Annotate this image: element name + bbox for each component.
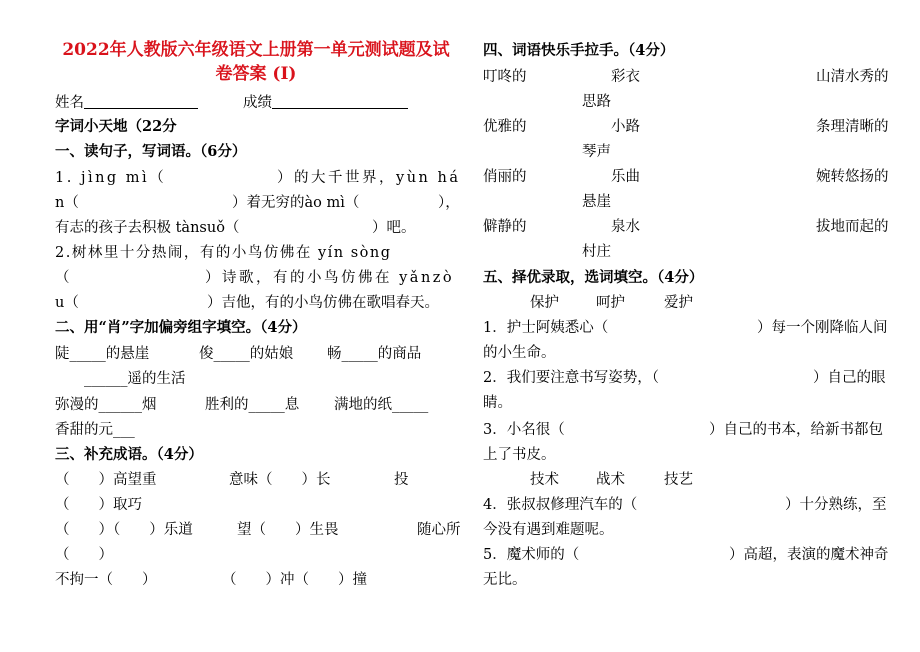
score-blank — [272, 93, 408, 109]
s4-row-2-d: 琴声 — [582, 144, 611, 160]
s5-q1-start: 1．护士阿姨悉心（ — [483, 320, 609, 336]
s5-word-option: 呵护 — [596, 295, 625, 311]
document-title-line-2: 卷答案 (I) — [215, 64, 297, 84]
section-4-heading: 四、词语快乐手拉手。（4分） — [483, 42, 675, 59]
s5-q2-end: 睛。 — [483, 395, 512, 411]
s1-line-1a: 1. jìng mì（ — [55, 170, 167, 186]
s1-line-6b: ）吉他，有的小鸟仿佛在歌唱春天。 — [207, 295, 439, 311]
s2-item-e: 弥漫的______烟 — [55, 397, 157, 413]
s1-line-3a: 有志的孩子去积极 tànsuǒ（ — [55, 220, 240, 236]
s1-line-3b: ）吧。 — [372, 220, 416, 236]
name-blank — [84, 93, 198, 109]
s5-q3-end: 上了书皮。 — [483, 447, 556, 463]
s1-line-2b: ）着无穷的ào mì（ — [232, 195, 360, 211]
s3-idiom-4: （ ）（ ）乐道 — [55, 522, 193, 538]
s3-idiom-5: 望（ ）生畏 — [237, 522, 339, 538]
s3-idiom-8: （ ）冲（ ）撞 — [222, 572, 367, 588]
s1-line-5b: ）诗歌，有的小鸟仿佛在 yǎnzò — [205, 270, 455, 286]
s5-q4-mid: ）十分熟练，至 — [785, 497, 887, 513]
s1-line-2a: n（ — [55, 195, 79, 211]
name-field — [55, 93, 198, 113]
s3-idiom-3-end: （ ）取巧 — [55, 497, 142, 513]
s5-q2-start: 2．我们要注意书写姿势，（ — [483, 370, 659, 386]
s3-idiom-6-end: （ ） — [55, 547, 113, 563]
s4-row-3-d: 悬崖 — [582, 194, 611, 210]
s5-q4-end: 今没有遇到难题呢。 — [483, 522, 614, 538]
s5-word-option: 爱护 — [664, 295, 693, 311]
s2-item-b: 俊_____的姑娘 — [199, 346, 294, 362]
s4-row-2-b: 小路 — [611, 119, 640, 135]
s5-word-option: 保护 — [530, 295, 559, 311]
s1-line-1b: ）的大千世界，yùn há — [277, 170, 461, 186]
s4-row-4-a: 僻静的 — [483, 219, 527, 235]
s5-q3-mid: ）自己的书本，给新书都包 — [709, 422, 883, 438]
s5-word-option: 技艺 — [664, 472, 693, 488]
s5-q3-start: 3．小名很（ — [483, 422, 565, 438]
s2-item-a: 陡_____的悬崖 — [55, 346, 150, 362]
s5-q5-start: 5．魔术师的（ — [483, 547, 580, 563]
section-2-heading: 二、用“肖”字加偏旁组字填空。（4分） — [55, 319, 307, 336]
score-label: 成绩 — [243, 95, 272, 111]
s4-row-1-b: 彩衣 — [611, 69, 640, 85]
s4-row-3-b: 乐曲 — [611, 169, 640, 185]
s5-word-option: 战术 — [596, 472, 625, 488]
s4-row-1-c: 山清水秀的 — [816, 69, 889, 85]
s3-idiom-3-start: 投 — [394, 472, 409, 488]
s2-item-c: 畅_____的商品 — [327, 346, 422, 362]
name-label: 姓名 — [55, 95, 84, 111]
s5-q1-end: 的小生命。 — [483, 345, 556, 361]
s4-row-4-c: 拔地而起的 — [816, 219, 889, 235]
s2-item-d: ______遥的生活 — [84, 371, 186, 387]
s2-item-g: 满地的纸_____ — [334, 397, 429, 413]
s1-line-2c: ）， — [438, 195, 460, 211]
score-field — [243, 93, 408, 113]
s5-word-option: 技术 — [530, 472, 559, 488]
s5-q4-start: 4．张叔叔修理汽车的（ — [483, 497, 638, 513]
section-3-heading: 三、补充成语。（4分） — [55, 446, 203, 463]
s4-row-2-c: 条理清晰的 — [816, 119, 889, 135]
s3-idiom-2: 意味（ ）长 — [229, 472, 331, 488]
s4-row-2-a: 优雅的 — [483, 119, 527, 135]
s4-row-1-d: 思路 — [582, 94, 611, 110]
s4-row-1-a: 叮咚的 — [483, 69, 527, 85]
s1-line-6a: u（ — [55, 295, 79, 311]
document-title-line-1: 2022年人教版六年级语文上册第一单元测试题及试 — [62, 40, 450, 60]
section-1-heading: 一、读句子，写词语。（6分） — [55, 143, 247, 160]
s1-line-5a: （ — [55, 270, 70, 286]
s4-row-4-d: 村庄 — [582, 244, 611, 260]
s2-item-h: 香甜的元___ — [55, 422, 135, 438]
s4-row-4-b: 泉水 — [611, 219, 640, 235]
section-5-heading: 五、择优录取，选词填空。（4分） — [483, 269, 704, 286]
s3-idiom-7: 不拘一（ ） — [55, 572, 157, 588]
s5-q2-mid: ）自己的眼 — [813, 370, 886, 386]
section-title-vocabulary: 字词小天地（22分 — [55, 118, 177, 135]
s5-q5-end: 无比。 — [483, 572, 527, 588]
s1-line-4: 2.树林里十分热闹，有的小鸟仿佛在 yín sòng — [55, 245, 392, 261]
s5-q1-mid: ）每一个刚降临人间 — [757, 320, 888, 336]
s2-item-f: 胜利的_____息 — [205, 397, 300, 413]
s3-idiom-6-start: 随心所 — [417, 522, 461, 538]
s3-idiom-1: （ ）高望重 — [55, 472, 157, 488]
s4-row-3-a: 俏丽的 — [483, 169, 527, 185]
s4-row-3-c: 婉转悠扬的 — [816, 169, 889, 185]
s5-q5-mid: ）高超，表演的魔术神奇 — [729, 547, 889, 563]
